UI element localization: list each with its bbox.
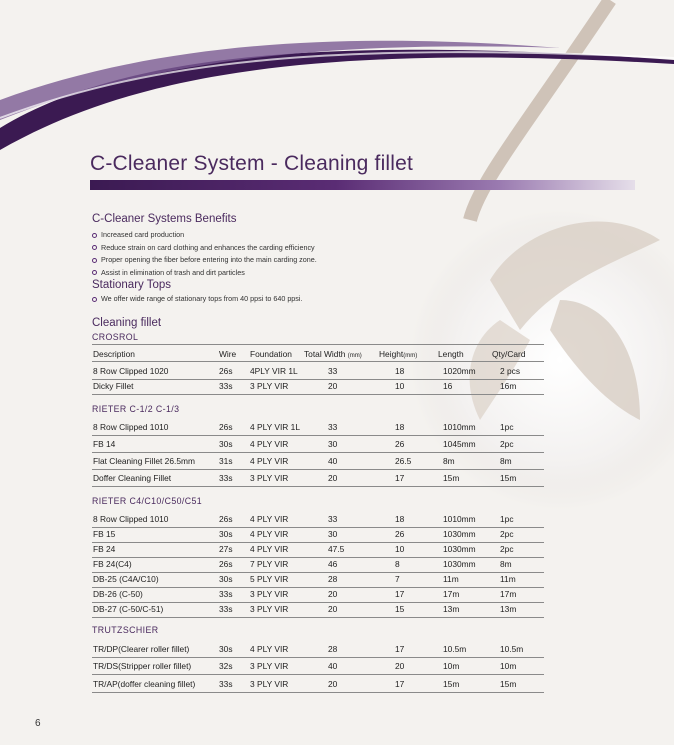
table-cell: 46: [328, 559, 338, 569]
table-cell: 11m: [443, 574, 459, 584]
group-label: CROSROL: [92, 332, 139, 342]
table-cell: 3 PLY VIR: [250, 679, 289, 689]
benefit-item: [92, 254, 317, 267]
table-cell: 2pc: [500, 529, 514, 539]
table-cell: 1020mm: [443, 366, 476, 376]
page-number: 6: [35, 718, 41, 729]
col-total-width: [304, 349, 362, 359]
table-row: [92, 640, 544, 658]
table-cell: 3 PLY VIR: [250, 661, 289, 671]
table-cell: 20: [328, 589, 338, 599]
table-cell: 33: [328, 422, 338, 432]
table-cell: 10m: [500, 661, 517, 671]
table-cell: 1030mm: [443, 529, 476, 539]
col-description: Description: [93, 349, 135, 359]
table-cell: 1pc: [500, 514, 514, 524]
table-cell: 7 PLY VIR: [250, 559, 289, 569]
table-cell: TR/DP(Clearer roller fillet): [93, 644, 190, 654]
table-cell: 17m: [500, 589, 517, 599]
stationary-text: We offer wide range of stationary tops from 40 ppsi to 640 ppsi.: [101, 294, 303, 303]
table-cell: 17: [395, 644, 405, 654]
table-row: [92, 657, 544, 675]
table-cell: 40: [328, 456, 338, 466]
table-cell: 10: [395, 381, 405, 391]
bullet-icon: [92, 297, 97, 302]
table-cell: Dicky Fillet: [93, 381, 134, 391]
table-cell: 4 PLY VIR: [250, 456, 289, 466]
benefit-item: [92, 267, 317, 280]
table-cell: 30: [328, 529, 338, 539]
table-cell: 20: [328, 604, 338, 614]
table-cell: 26s: [219, 422, 233, 432]
table-cell: 2pc: [500, 439, 514, 449]
benefit-text: Increased card production: [101, 230, 185, 239]
table-cell: 33s: [219, 679, 233, 689]
table-cell: 16: [443, 381, 453, 391]
table-cell: 8 Row Clipped 1010: [93, 422, 169, 432]
table-row: [92, 418, 544, 436]
table-cell: 17: [395, 473, 405, 483]
table-cell: 8 Row Clipped 1010: [93, 514, 169, 524]
table-cell: 4 PLY VIR: [250, 529, 289, 539]
table-cell: 30s: [219, 574, 233, 584]
benefit-text: Proper opening the fiber before entering into the main carding zone.: [101, 255, 317, 264]
page-title: C-Cleaner System - Cleaning fillet: [90, 152, 414, 175]
table-cell: Flat Cleaning Fillet 26.5mm: [93, 456, 195, 466]
table-cell: 31s: [219, 456, 233, 466]
table-cell: 7: [395, 574, 400, 584]
table-cell: FB 15: [93, 529, 116, 539]
table-cell: 1010mm: [443, 514, 476, 524]
benefit-text: Assist in elimination of trash and dirt particles: [101, 267, 245, 277]
fillet-heading: Cleaning fillet: [92, 317, 162, 329]
table-cell: 15m: [443, 473, 460, 483]
benefits-heading: C-Cleaner Systems Benefits: [92, 213, 237, 225]
table-cell: 17: [395, 679, 405, 689]
table-cell: 33s: [219, 604, 233, 614]
group-label: RIETER C-1/2 C-1/3: [92, 404, 180, 414]
table-cell: 33s: [219, 589, 233, 599]
table-cell: 30s: [219, 439, 233, 449]
table-cell: 4 PLY VIR: [250, 544, 289, 554]
col-wire: Wire: [219, 349, 237, 359]
col-length: Length: [438, 349, 464, 359]
table-cell: 33: [328, 514, 338, 524]
table-cell: 26: [395, 439, 405, 449]
table-cell: 17m: [443, 589, 460, 599]
table-cell: DB-27 (C-50/C-51): [93, 604, 164, 614]
col-total-width-label: Total Width: [304, 349, 348, 359]
col-height-label: Height: [379, 349, 404, 359]
table-cell: DB-26 (C-50): [93, 589, 143, 599]
table-cell: 1030mm: [443, 544, 476, 554]
table-cell: 1045mm: [443, 439, 476, 449]
table-cell: 33: [328, 366, 338, 376]
table-cell: 30s: [219, 529, 233, 539]
table-cell: 8m: [500, 559, 512, 569]
table-cell: 3 PLY VIR: [250, 589, 289, 599]
table-cell: 1030mm: [443, 559, 476, 569]
table-cell: 10.5m: [500, 644, 524, 654]
bullet-icon: [92, 270, 97, 275]
table-cell: 4 PLY VIR: [250, 644, 289, 654]
table-row: [92, 452, 544, 470]
table-cell: 13m: [500, 604, 517, 614]
table-cell: 20: [395, 661, 405, 671]
stationary-item: [92, 293, 303, 306]
benefit-text: Reduce strain on card clothing and enhances the carding efficiency: [101, 242, 315, 252]
table-cell: 18: [395, 366, 405, 376]
table-cell: 2 pcs: [500, 366, 521, 376]
table-cell: 3 PLY VIR: [250, 381, 289, 391]
table-cell: 47.5: [328, 544, 345, 554]
group-label: RIETER C4/C10/C50/C51: [92, 496, 203, 506]
table-cell: 18: [395, 422, 405, 432]
table-cell: 4 PLY VIR 1L: [250, 422, 300, 432]
table-row: [92, 600, 544, 618]
table-cell: 18: [395, 514, 405, 524]
bullet-icon: [92, 233, 97, 238]
table-cell: 40: [328, 661, 338, 671]
table-cell: TR/DS(Stripper roller fillet): [93, 661, 192, 671]
group-label: TRUTZSCHIER: [92, 625, 159, 635]
table-cell: 2pc: [500, 544, 514, 554]
benefit-item: [92, 242, 317, 255]
table-cell: 3 PLY VIR: [250, 473, 289, 483]
table-cell: 27s: [219, 544, 233, 554]
col-height-unit: (mm): [403, 353, 418, 359]
table-cell: 33s: [219, 473, 233, 483]
bullet-icon: [92, 258, 97, 263]
table-cell: 20: [328, 679, 338, 689]
table-cell: 26.5: [395, 456, 412, 466]
table-cell: 3 PLY VIR: [250, 604, 289, 614]
table-cell: 4 PLY VIR: [250, 439, 289, 449]
table-cell: Doffer Cleaning Fillet: [93, 473, 172, 483]
table-row: [92, 469, 544, 487]
table-cell: 30: [328, 439, 338, 449]
table-cell: DB-25 (C4A/C10): [93, 574, 159, 584]
table-cell: 8m: [443, 456, 455, 466]
table-cell: 4 PLY VIR: [250, 514, 289, 524]
bullet-icon: [92, 245, 97, 250]
table-cell: 28: [328, 574, 338, 584]
table-cell: 15m: [500, 679, 517, 689]
table-cell: 16m: [500, 381, 517, 391]
table-cell: 10.5m: [443, 644, 467, 654]
table-row: [92, 675, 544, 693]
table-row: [92, 377, 544, 395]
benefit-item: [92, 229, 317, 242]
table-cell: 30s: [219, 644, 233, 654]
table-cell: 17: [395, 589, 405, 599]
benefits-list: [92, 229, 317, 279]
table-cell: 1010mm: [443, 422, 476, 432]
col-height: [379, 349, 417, 359]
table-cell: 15: [395, 604, 405, 614]
table-cell: 26s: [219, 514, 233, 524]
stationary-list: [92, 293, 303, 306]
table-cell: 11m: [500, 574, 516, 584]
title-bar: [90, 180, 635, 190]
table-row: [92, 435, 544, 453]
table-cell: TR/AP(doffer cleaning fillet): [93, 679, 196, 689]
table-cell: 28: [328, 644, 338, 654]
table-cell: 1pc: [500, 422, 514, 432]
col-total-width-unit: (mm): [347, 353, 362, 359]
table-cell: 32s: [219, 661, 233, 671]
table-cell: 4PLY VIR 1L: [250, 366, 298, 376]
table-cell: FB 24(C4): [93, 559, 132, 569]
table-cell: 33s: [219, 381, 233, 391]
table-cell: 10m: [443, 661, 460, 671]
table-cell: 20: [328, 381, 338, 391]
table-cell: FB 24: [93, 544, 116, 554]
table-cell: 5 PLY VIR: [250, 574, 289, 584]
stationary-heading: Stationary Tops: [92, 279, 172, 291]
table-cell: 8: [395, 559, 400, 569]
table-cell: 13m: [443, 604, 460, 614]
table-cell: 10: [395, 544, 405, 554]
table-cell: 20: [328, 473, 338, 483]
table-cell: 26s: [219, 366, 233, 376]
col-qty: Qty/Card: [492, 349, 526, 359]
table-cell: FB 14: [93, 439, 116, 449]
table-cell: 26: [395, 529, 405, 539]
table-cell: 15m: [443, 679, 460, 689]
table-cell: 8 Row Clipped 1020: [93, 366, 169, 376]
col-foundation: Foundation: [250, 349, 292, 359]
table-header-row: [92, 344, 544, 362]
table-cell: 15m: [500, 473, 517, 483]
table-cell: 8m: [500, 456, 512, 466]
table-cell: 26s: [219, 559, 233, 569]
